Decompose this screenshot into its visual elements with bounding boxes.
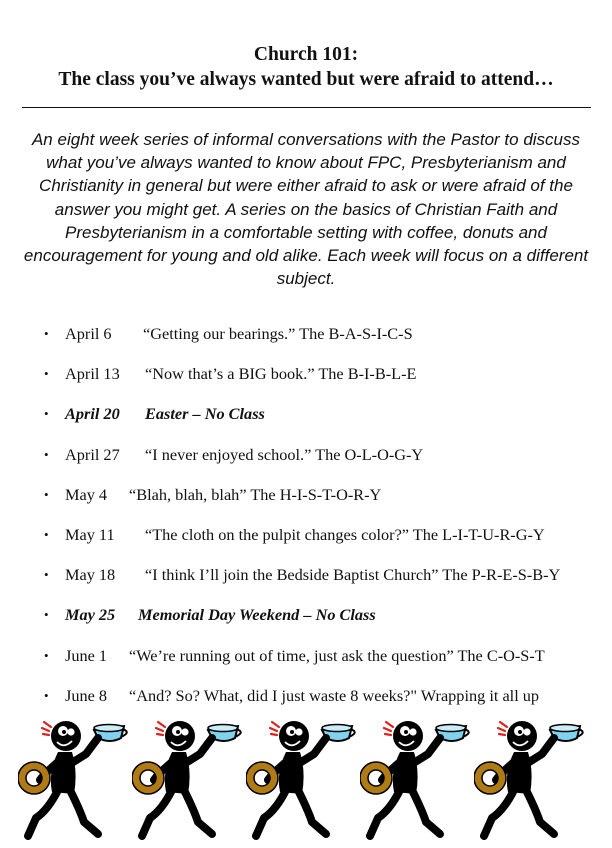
schedule-date: June 1 <box>65 645 108 665</box>
bullet-icon: • <box>44 326 49 341</box>
schedule-date: April 13 <box>65 364 120 384</box>
schedule-topic: “I never enjoyed school.” The O-L-O-G-Y <box>145 444 424 464</box>
schedule-topic: “We’re running out of time, just ask the question” The C-O-S-T <box>129 645 545 665</box>
bullet-icon: • <box>44 607 49 623</box>
bullet-icon: • <box>44 486 49 502</box>
schedule-item <box>0 483 612 523</box>
bullet-icon: • <box>44 687 49 703</box>
schedule-topic: Memorial Day Weekend – No Class <box>138 605 376 625</box>
schedule-entry <box>65 322 413 346</box>
schedule-date: May 11 <box>65 524 115 544</box>
intro-paragraph: An eight week series of informal conversations with the Pastor to discuss what you’ve always wanted to know about FPC, Presbyterianism and Christianity in general but were either afraid to ask or were afraid of the answer you might get. A series on the basics of Christian Faith and Presbyterianism in a comfortable setting with coffee, donuts and encouragement for young and old alike. Each week will focus on a different subject. <box>23 130 589 289</box>
schedule-entry <box>65 523 545 547</box>
schedule-date: June 8 <box>65 685 108 705</box>
schedule-entry <box>65 362 416 386</box>
schedule-item <box>0 563 612 603</box>
schedule-list <box>0 322 612 724</box>
schedule-item <box>0 362 612 402</box>
schedule-date: April 6 <box>65 324 112 343</box>
schedule-topic: “Getting our bearings.” The B-A-S-I-C-S <box>143 324 413 343</box>
schedule-entry <box>65 443 423 467</box>
page-subtitle: The class you’ve always wanted but were afraid to attend… <box>58 69 554 90</box>
schedule-topic: “And? So? What, did I just waste 8 weeks?" Wrapping it all up <box>129 685 540 705</box>
schedule-item <box>0 322 612 362</box>
bullet-icon: • <box>44 567 49 583</box>
schedule-item <box>0 443 612 483</box>
schedule-topic: “Now that’s a BIG book.” The B-I-B-L-E <box>145 364 417 384</box>
schedule-entry <box>65 402 265 426</box>
bullet-icon: • <box>44 406 49 422</box>
coffee-donut-figures <box>0 714 612 848</box>
coffee-donut-figure-icon <box>474 714 592 847</box>
page-title: Church 101: <box>253 44 359 65</box>
schedule-item <box>0 603 612 643</box>
bullet-icon: • <box>44 526 49 542</box>
schedule-entry <box>65 644 545 668</box>
coffee-donut-figure-icon <box>360 714 478 847</box>
schedule-item <box>0 644 612 684</box>
schedule-date: May 18 <box>65 565 116 585</box>
schedule-topic: Easter – No Class <box>145 404 265 424</box>
schedule-date: May 4 <box>65 484 108 504</box>
schedule-topic: “The cloth on the pulpit changes color?” The L-I-T-U-R-G-Y <box>145 524 545 544</box>
coffee-donut-figure-icon <box>246 714 364 847</box>
schedule-date: May 25 <box>65 605 116 625</box>
header <box>0 42 612 92</box>
coffee-donut-figure-icon <box>18 714 136 847</box>
schedule-entry <box>65 603 376 627</box>
schedule-date: April 20 <box>65 404 120 424</box>
schedule-date: April 27 <box>65 444 120 464</box>
schedule-topic: “Blah, blah, blah” The H-I-S-T-O-R-Y <box>129 484 382 504</box>
divider <box>22 107 591 108</box>
schedule-item <box>0 402 612 442</box>
bullet-icon: • <box>44 446 49 462</box>
schedule-topic: “I think I’ll join the Bedside Baptist Church” The P-R-E-S-B-Y <box>145 565 561 585</box>
bullet-icon: • <box>44 647 49 663</box>
schedule-entry <box>65 483 381 507</box>
coffee-donut-figure-icon <box>132 714 250 847</box>
bullet-icon: • <box>44 366 49 382</box>
schedule-item <box>0 523 612 563</box>
schedule-entry <box>65 563 560 587</box>
schedule-entry <box>65 684 539 708</box>
